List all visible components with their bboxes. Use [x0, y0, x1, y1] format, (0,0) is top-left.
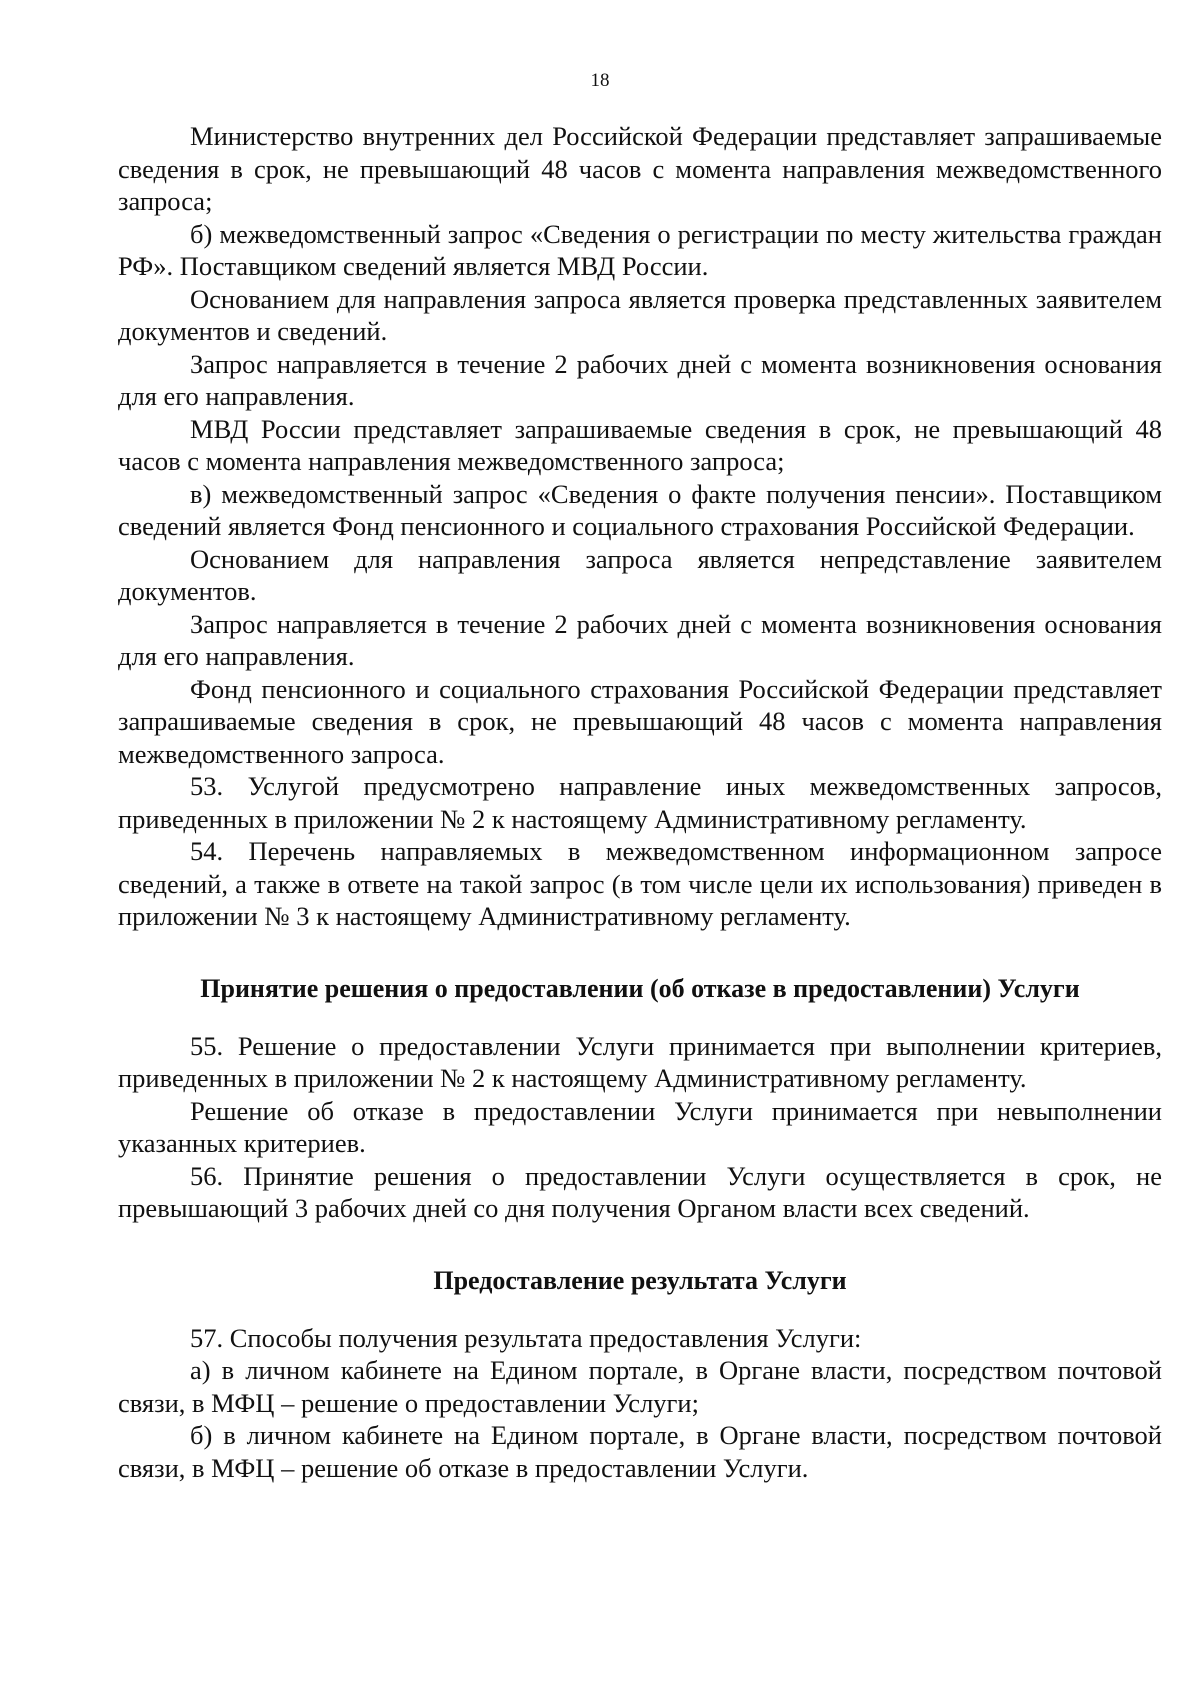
paragraph: Решение об отказе в предоставлении Услуги принимается при невыполнении указанных критериев. — [118, 1095, 1162, 1158]
paragraph: МВД России представляет запрашиваемые сведения в срок, не превышающий 48 часов с момента направления межведомственного запроса; — [118, 413, 1162, 476]
paragraph: 56. Принятие решения о предоставлении Услуги осуществляется в срок, не превышающий 3 рабочих дней со дня получения Органом власти всех сведений. — [118, 1160, 1162, 1223]
paragraph: Основанием для направления запроса является непредставление заявителем документов. — [118, 543, 1162, 606]
paragraph: 55. Решение о предоставлении Услуги принимается при выполнении критериев, приведенных в приложении № 2 к настоящему Административному регламенту. — [118, 1030, 1162, 1093]
paragraph: Запрос направляется в течение 2 рабочих дней с момента возникновения основания для его направления. — [118, 608, 1162, 671]
page-number: 18 — [590, 70, 610, 91]
paragraph: в) межведомственный запрос «Сведения о факте получения пенсии». Поставщиком сведений является Фонд пенсионного и социального страхования Российской Федерации. — [118, 478, 1162, 541]
paragraph: 57. Способы получения результата предоставления Услуги: — [190, 1322, 862, 1353]
section-heading: Предоставление результата Услуги — [433, 1265, 847, 1295]
paragraph: Фонд пенсионного и социального страхования Российской Федерации представляет запрашиваемые сведения в срок, не превышающий 48 часов с момента направления межведомственного запроса. — [118, 673, 1162, 769]
paragraph: а) в личном кабинете на Едином портале, в Органе власти, посредством почтовой связи, в МФЦ – решение о предоставлении Услуги; — [118, 1355, 1162, 1418]
paragraph: 54. Перечень направляемых в межведомственном информационном запросе сведений, а также в ответе на такой запрос (в том числе цели их использования) приведен в приложении № 3 к настоящему Административному регламенту. — [118, 836, 1162, 931]
section-heading: Принятие решения о предоставлении (об отказе в предоставлении) Услуги — [200, 973, 1080, 1003]
paragraph: Министерство внутренних дел Российской Федерации представляет запрашиваемые сведения в срок, не превышающий 48 часов с момента направления межведомственного запроса; — [118, 121, 1162, 216]
paragraph: Запрос направляется в течение 2 рабочих дней с момента возникновения основания для его направления. — [118, 348, 1162, 411]
paragraph: Основанием для направления запроса является проверка представленных заявителем документов и сведений. — [118, 283, 1162, 346]
paragraph: б) межведомственный запрос «Сведения о регистрации по месту жительства граждан РФ». Поставщиком сведений является МВД России. — [118, 218, 1162, 281]
document-body — [118, 120, 1162, 1484]
paragraph: б) в личном кабинете на Едином портале, в Органе власти, посредством почтовой связи, в МФЦ – решение об отказе в предоставлении Услуги. — [118, 1420, 1162, 1483]
paragraph: 53. Услугой предусмотрено направление иных межведомственных запросов, приведенных в приложении № 2 к настоящему Административному регламенту. — [118, 771, 1162, 834]
